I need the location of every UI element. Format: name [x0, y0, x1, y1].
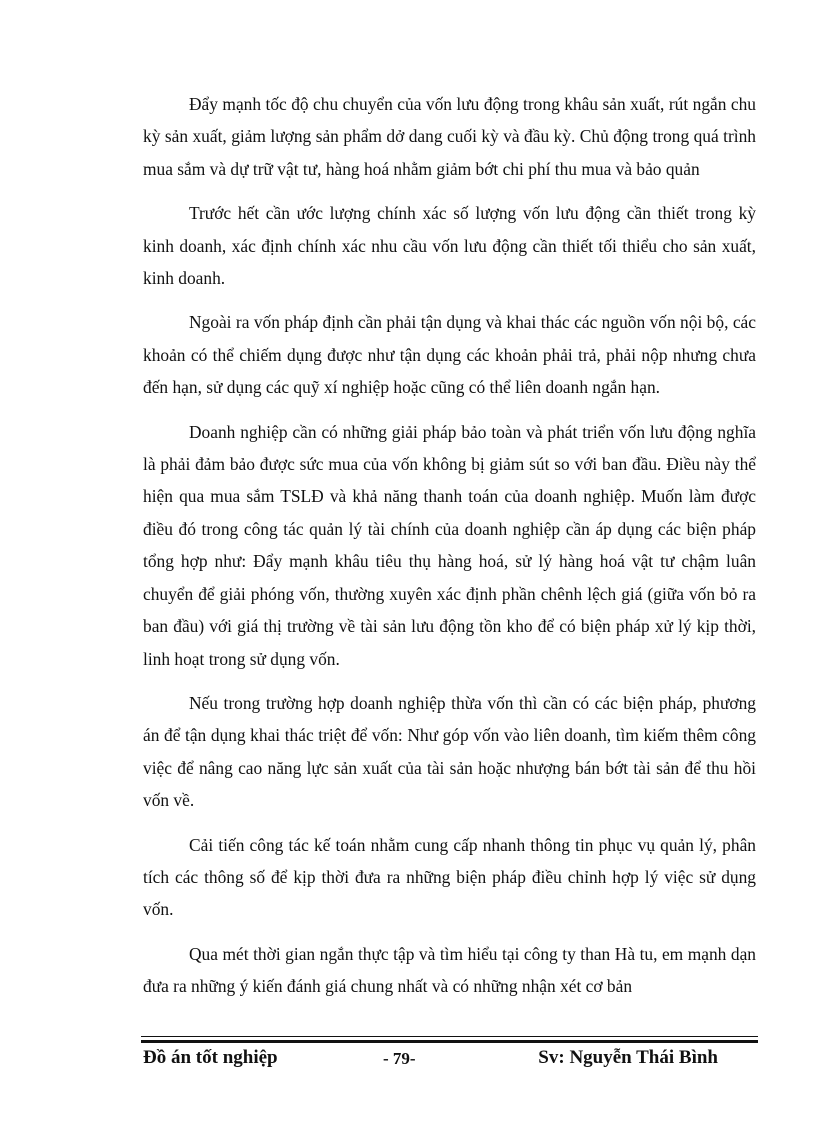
footer-document-title: Đồ án tốt nghiệp: [143, 1047, 278, 1068]
page-footer: [143, 1047, 758, 1073]
paragraph-7: Qua mét thời gian ngắn thực tập và tìm hiểu tại công ty than Hà tu, em mạnh dạn đưa ra những ý kiến đánh giá chung nhất và có những nhận xét cơ bản: [143, 943, 756, 997]
footer-page-number: - 79-: [383, 1049, 416, 1068]
paragraph-3: Ngoài ra vốn pháp định cần phải tận dụng và khai thác các nguồn vốn nội bộ, các khoản có thể chiếm dụng được như tận dụng các khoản phải trả, phải nộp nhưng chưa đến hạn, sử dụng các quỹ xí nghiệp hoặc cũng có thể liên doanh ngắn hạn.: [143, 312, 756, 398]
paragraph-4: Doanh nghiệp cần có những giải pháp bảo toàn và phát triển vốn lưu động nghĩa là phải đảm bảo được sức mua của vốn không bị giảm sút so với ban đầu. Điều này thể hiện qua mua sắm TSLĐ và khả năng thanh toán của doanh nghiệp. Muốn làm được điều đó trong công tác quản lý tài chính của doanh nghiệp cần áp dụng các biện pháp tổng hợp như: Đẩy mạnh khâu tiêu thụ hàng hoá, sử lý hàng hoá vật tư chậm luân chuyển để giải phóng vốn, thường xuyên xác định phần chênh lệch giá (giữa vốn bỏ ra ban đầu) với giá thị trường về tài sản lưu động tồn kho để có biện pháp xử lý kịp thời, linh hoạt trong sử dụng vốn.: [143, 421, 756, 669]
paragraph-5: Nếu trong trường hợp doanh nghiệp thừa vốn thì cần có các biện pháp, phương án để tận dụng khai thác triệt để vốn: Như góp vốn vào liên doanh, tìm kiếm thêm công việc để nâng cao năng lực sản xuất của tài sản hoặc nhượng bán bớt tài sản để thu hồi vốn về.: [143, 692, 756, 811]
paragraph-2: Trước hết cần ước lượng chính xác số lượng vốn lưu động cần thiết trong kỳ kinh doanh, xác định chính xác nhu cầu vốn lưu động cần thiết tối thiểu cho sản xuất, kinh doanh.: [143, 203, 756, 289]
footer-student-name: Sv: Nguyễn Thái Bình: [538, 1047, 718, 1068]
footer-rule-thick: [141, 1040, 758, 1043]
paragraph-1: Đẩy mạnh tốc độ chu chuyển của vốn lưu động trong khâu sản xuất, rút ngắn chu kỳ sản xuất, giảm lượng sản phẩm dở dang cuối kỳ và đầu kỳ. Chủ động trong quá trình mua sắm và dự trữ vật tư, hàng hoá nhằm giảm bớt chi phí thu mua và bảo quản: [143, 94, 756, 179]
body-text: [143, 88, 756, 1015]
footer-rule-thin: [141, 1036, 758, 1037]
paragraph-6: Cải tiến công tác kế toán nhằm cung cấp nhanh thông tin phục vụ quản lý, phân tích các thông số để kịp thời đưa ra những biện pháp điều chỉnh hợp lý việc sử dụng vốn.: [143, 834, 756, 920]
